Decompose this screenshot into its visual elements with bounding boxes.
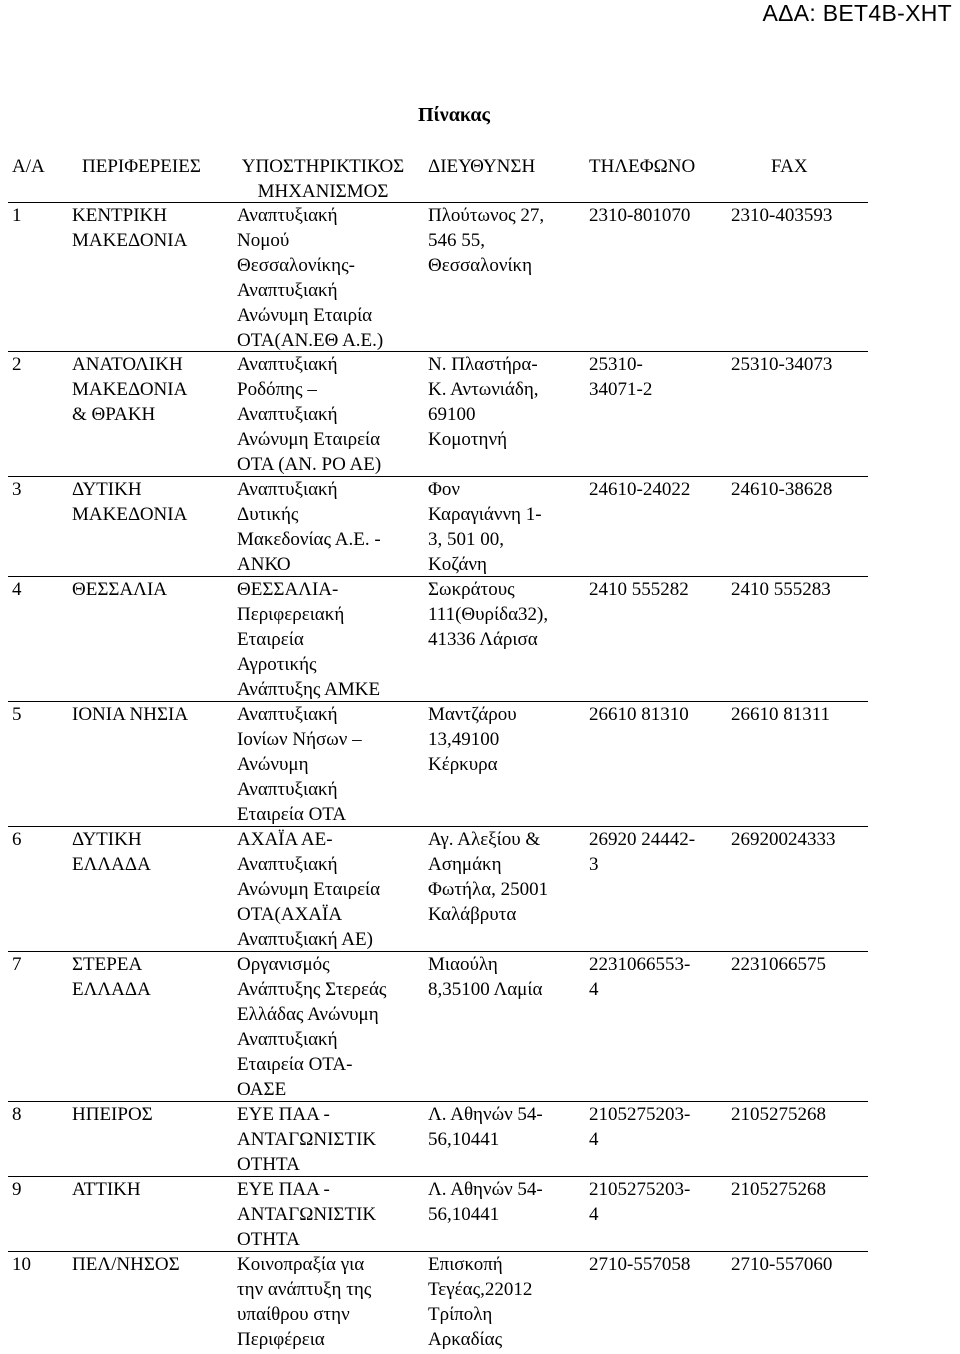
row-mechanism: ΘΕΣΣΑΛΙΑ- Περιφερειακή Εταιρεία Αγροτικής Ανάπτυξης ΑΜΚΕ: [237, 579, 381, 700]
row-fax: 2310-403593: [731, 205, 833, 226]
header-mechanism: ΥΠΟΣΤΗΡΙΚΤΙΚΟΣ ΜΗΧΑΝΙΣΜΟΣ: [241, 156, 405, 202]
row-region: ΔΥΤΙΚΗ ΕΛΛΑΔΑ: [72, 829, 151, 875]
row-region: ΠΕΛ/ΝΗΣΟΣ: [72, 1254, 180, 1275]
row-aa: 5: [12, 704, 22, 725]
row-aa: 6: [12, 829, 22, 850]
row-mechanism: Αναπτυξιακή Δυτικής Μακεδονίας Α.Ε. - ΑΝΚΟ: [237, 479, 381, 575]
row-fax: 26920024333: [731, 829, 836, 850]
row-fax: 24610-38628: [731, 479, 833, 500]
row-region: ΣΤΕΡΕΑ ΕΛΛΑΔΑ: [72, 954, 151, 1000]
row-mechanism: Αναπτυξιακή Νομού Θεσσαλονίκης- Αναπτυξιακή Ανώνυμη Εταιρία ΟΤΑ(ΑΝ.ΕΘ Α.Ε.): [237, 205, 384, 351]
row-phone: 2310-801070: [589, 205, 691, 226]
row-mechanism: Κοινοπραξία για την ανάπτυξη της υπαίθρου στην Περιφέρεια: [237, 1254, 372, 1350]
row-mechanism: ΕΥΕ ΠΑΑ - ΑΝΤΑΓΩΝΙΣΤΙΚ ΟΤΗΤΑ: [237, 1104, 377, 1175]
row-fax: 2231066575: [731, 954, 826, 975]
row-region: ΔΥΤΙΚΗ ΜΑΚΕΔΟΝΙΑ: [72, 479, 188, 525]
row-aa: 3: [12, 479, 22, 500]
row-region: ΙΟΝΙΑ ΝΗΣΙΑ: [72, 704, 189, 725]
row-phone: 2105275203- 4: [589, 1179, 691, 1225]
row-mechanism: Αναπτυξιακή Ροδόπης – Αναπτυξιακή Ανώνυμη Εταιρεία ΟΤΑ (ΑΝ. ΡΟ ΑΕ): [237, 354, 382, 475]
row-region: ΑΝΑΤΟΛΙΚΗ ΜΑΚΕΔΟΝΙΑ & ΘΡΑΚΗ: [72, 354, 188, 425]
row-phone: 26920 24442- 3: [589, 829, 696, 875]
row-phone: 2710-557058: [589, 1254, 691, 1275]
row-address: Σωκράτους 111(Θυρίδα32), 41336 Λάρισα: [428, 579, 549, 650]
row-aa: 7: [12, 954, 22, 975]
row-phone: 2410 555282: [589, 579, 689, 600]
header-fax: FAX: [771, 156, 808, 177]
row-mechanism: Οργανισμός Ανάπτυξης Στερεάς Ελλάδας Ανώνυμη Αναπτυξιακή Εταιρεία ΟΤΑ- ΟΑΣΕ: [237, 954, 387, 1100]
row-phone: 24610-24022: [589, 479, 691, 500]
row-region: ΑΤΤΙΚΗ: [72, 1179, 141, 1200]
row-aa: 4: [12, 579, 22, 600]
row-region: ΗΠΕΙΡΟΣ: [72, 1104, 153, 1125]
row-address: Επισκοπή Τεγέας,22012 Τρίπολη Αρκαδίας: [428, 1254, 533, 1350]
ada-watermark: ΑΔΑ: ΒΕΤ4Β-ΧΗΤ: [762, 0, 952, 26]
row-aa: 8: [12, 1104, 22, 1125]
row-fax: 2105275268: [731, 1179, 826, 1200]
row-mechanism: Αναπτυξιακή Ιονίων Νήσων – Ανώνυμη Αναπτυξιακή Εταιρεία ΟΤΑ: [237, 704, 362, 825]
header-aa: Α/Α: [12, 156, 45, 177]
page-title: Πίνακας: [418, 104, 490, 126]
row-address: Αγ. Αλεξίου & Ασημάκη Φωτήλα, 25001 Καλάβρυτα: [428, 829, 549, 925]
header-address: ΔΙΕΥΘΥΝΣΗ: [428, 156, 536, 177]
row-phone: 2105275203- 4: [589, 1104, 691, 1150]
row-address: Ν. Πλαστήρα- Κ. Αντωνιάδη, 69100 Κομοτηνή: [428, 354, 539, 450]
row-fax: 25310-34073: [731, 354, 833, 375]
row-aa: 2: [12, 354, 22, 375]
row-aa: 1: [12, 205, 22, 226]
row-address: Φον Καραγιάννη 1- 3, 501 00, Κοζάνη: [428, 479, 542, 575]
row-address: Λ. Αθηνών 54- 56,10441: [428, 1104, 543, 1150]
row-region: ΘΕΣΣΑΛΙΑ: [72, 579, 167, 600]
row-fax: 26610 81311: [731, 704, 831, 725]
header-phone: ΤΗΛΕΦΩΝΟ: [589, 156, 696, 177]
row-fax: 2710-557060: [731, 1254, 833, 1275]
row-phone: 25310- 34071-2: [589, 354, 653, 400]
row-phone: 2231066553- 4: [589, 954, 691, 1000]
row-address: Μαντζάρου 13,49100 Κέρκυρα: [428, 704, 517, 775]
row-fax: 2410 555283: [731, 579, 831, 600]
row-region: ΚΕΝΤΡΙΚΗ ΜΑΚΕΔΟΝΙΑ: [72, 205, 188, 251]
row-address: Πλούτωνος 27, 546 55, Θεσσαλονίκη: [428, 205, 545, 276]
row-phone: 26610 81310: [589, 704, 689, 725]
row-aa: 10: [12, 1254, 31, 1275]
header-region: ΠΕΡΙΦΕΡΕΙΕΣ: [82, 156, 201, 177]
row-address: Μιαούλη 8,35100 Λαμία: [428, 954, 543, 1000]
row-mechanism: ΑΧΑΪΑ ΑΕ- Αναπτυξιακή Ανώνυμη Εταιρεία ΟΤΑ(ΑΧΑΪΑ Αναπτυξιακή ΑΕ): [237, 829, 381, 950]
row-aa: 9: [12, 1179, 22, 1200]
row-mechanism: ΕΥΕ ΠΑΑ - ΑΝΤΑΓΩΝΙΣΤΙΚ ΟΤΗΤΑ: [237, 1179, 377, 1250]
row-address: Λ. Αθηνών 54- 56,10441: [428, 1179, 543, 1225]
row-fax: 2105275268: [731, 1104, 826, 1125]
